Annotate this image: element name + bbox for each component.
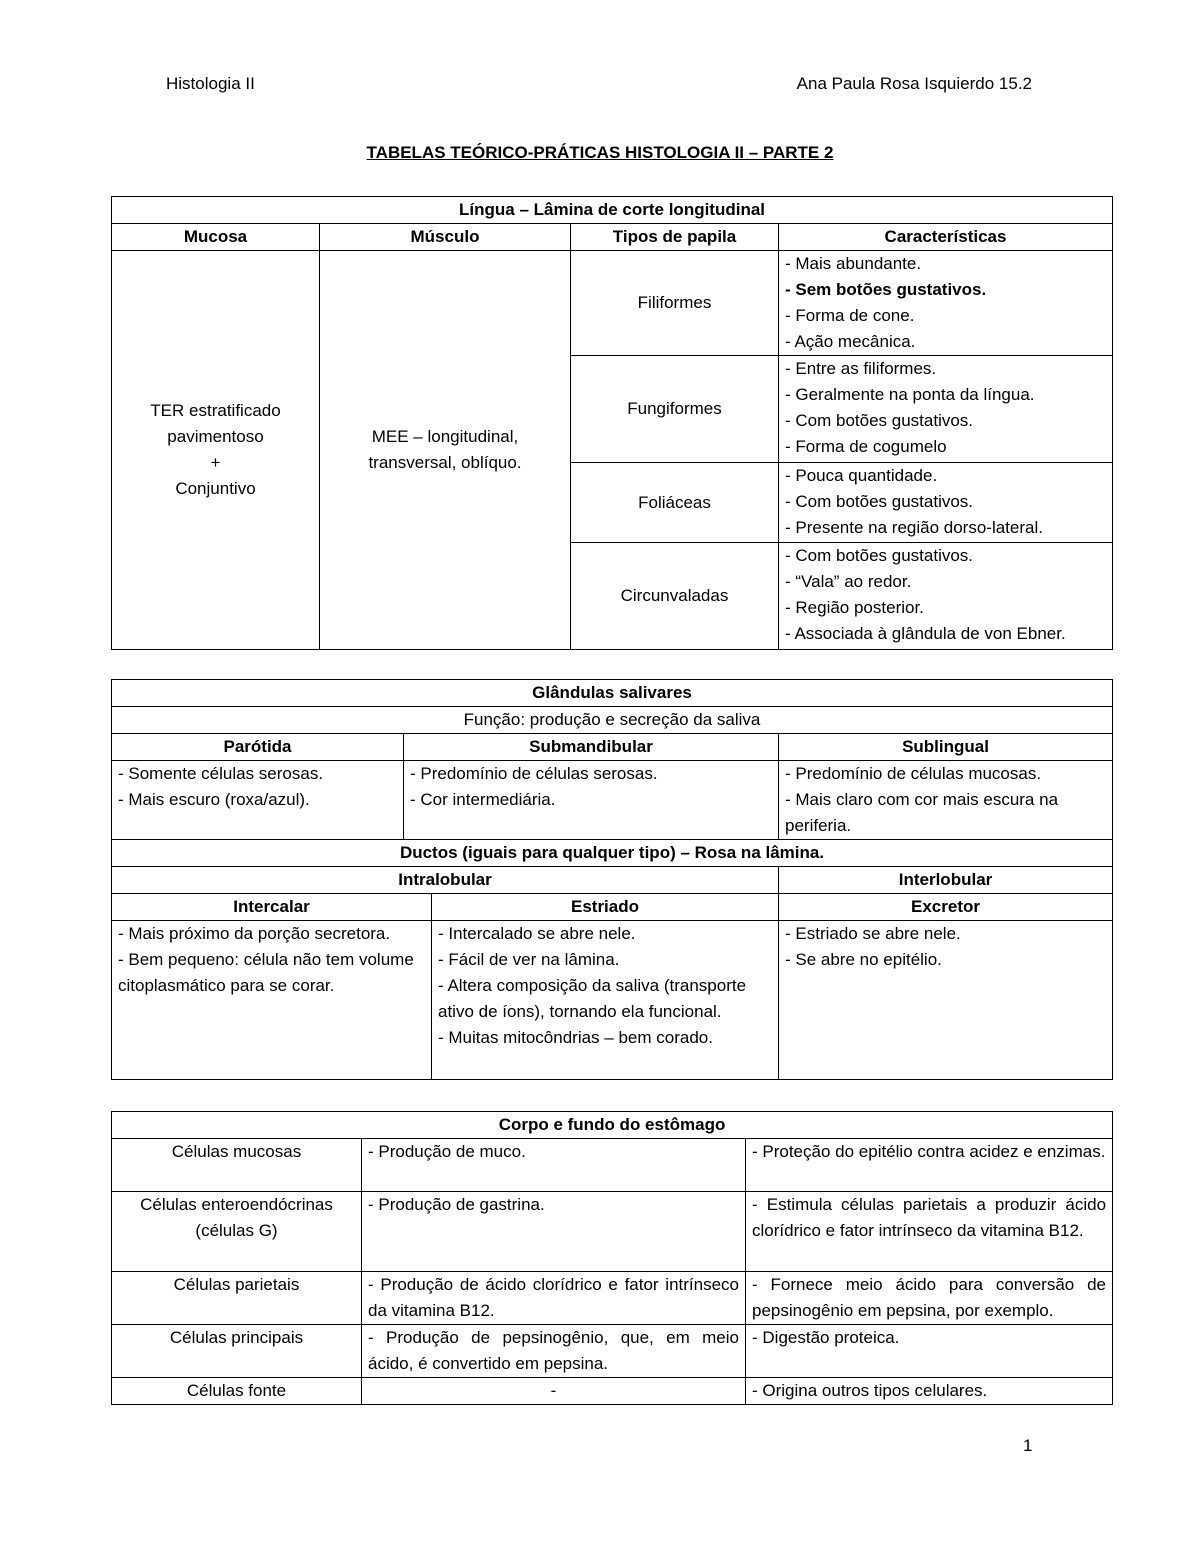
characteristic-line: - Associada à glândula de von Ebner. bbox=[785, 624, 1066, 643]
ductos-title bbox=[112, 840, 1113, 867]
cell-funcao: - Produção de pepsinogênio, que, em meio ácido, é convertido em pepsina. bbox=[362, 1325, 746, 1378]
cell-efeito: - Estimula células parietais a produzir ácido clorídrico e fator intrínseco da vitamina B12. bbox=[746, 1192, 1113, 1272]
characteristic-line: - Ação mecânica. bbox=[785, 332, 916, 351]
papila-characteristics bbox=[779, 251, 1113, 356]
header-estriado: Estriado bbox=[432, 894, 779, 921]
cell-funcao: - Produção de ácido clorídrico e fator intrínseco da vitamina B12. bbox=[362, 1272, 746, 1325]
page-number: 1 bbox=[1023, 1436, 1033, 1455]
gland-line: - Predomínio de células mucosas. bbox=[785, 764, 1042, 783]
glandulas-title: Glândulas salivares bbox=[112, 680, 1113, 707]
mucosa-cell bbox=[112, 251, 320, 650]
excretor-cell bbox=[779, 921, 1113, 1080]
cell-efeito: - Digestão proteica. bbox=[746, 1325, 1113, 1378]
papila-name: Circunvaladas bbox=[571, 543, 779, 650]
papila-name: Fungiformes bbox=[571, 356, 779, 463]
duct-line: - Se abre no epitélio. bbox=[785, 950, 942, 969]
duct-line: - Altera composição da saliva (transporte ativo de íons), tornando ela funcional. bbox=[438, 976, 747, 1021]
header-right: Ana Paula Rosa Isquierdo 15.2 bbox=[796, 74, 1032, 93]
characteristic-line: - Sem botões gustativos. bbox=[785, 280, 987, 299]
characteristic-line: - Com botões gustativos. bbox=[785, 546, 974, 565]
mucosa-line: pavimentoso bbox=[167, 427, 264, 446]
ductos-text: Ductos (iguais para qualquer tipo) – Rosa na lâmina. bbox=[399, 843, 825, 862]
papila-name: Filiformes bbox=[571, 251, 779, 356]
characteristic-line: - Região posterior. bbox=[785, 598, 924, 617]
gland-line: - Cor intermediária. bbox=[410, 790, 556, 809]
papila-characteristics bbox=[779, 463, 1113, 543]
characteristic-line: - Forma de cogumelo bbox=[785, 437, 947, 456]
estomago-title: Corpo e fundo do estômago bbox=[112, 1112, 1113, 1139]
header-submandibular: Submandibular bbox=[404, 734, 779, 761]
characteristic-line: - Geralmente na ponta da língua. bbox=[785, 385, 1035, 404]
lingua-header-mucosa: Mucosa bbox=[112, 224, 320, 251]
estomago-table bbox=[111, 1111, 1113, 1405]
header-excretor: Excretor bbox=[779, 894, 1113, 921]
cell-funcao: - bbox=[362, 1378, 746, 1405]
gland-line: - Predomínio de células serosas. bbox=[410, 764, 658, 783]
cell-type: Células parietais bbox=[112, 1272, 362, 1325]
submandibular-cell bbox=[404, 761, 779, 840]
cell-efeito: - Fornece meio ácido para conversão de pepsinogênio em pepsina, por exemplo. bbox=[746, 1272, 1113, 1325]
mucosa-line: TER estratificado bbox=[150, 401, 281, 420]
glandulas-funcao: Função: produção e secreção da saliva bbox=[112, 707, 1113, 734]
gland-line: - Somente células serosas. bbox=[118, 764, 324, 783]
duct-line: - Muitas mitocôndrias – bem corado. bbox=[438, 1028, 713, 1047]
duct-line: - Mais próximo da porção secretora. bbox=[118, 924, 391, 943]
interlobular-header: Interlobular bbox=[779, 867, 1113, 894]
lingua-header-papila: Tipos de papila bbox=[571, 224, 779, 251]
header-sublingual: Sublingual bbox=[779, 734, 1113, 761]
papila-name: Foliáceas bbox=[571, 463, 779, 543]
characteristic-line: - Presente na região dorso-lateral. bbox=[785, 518, 1043, 537]
cell-type: Células principais bbox=[112, 1325, 362, 1378]
cell-funcao: - Produção de muco. bbox=[362, 1139, 746, 1192]
gland-line: - Mais claro com cor mais escura na periferia. bbox=[785, 790, 1059, 835]
header-intercalar: Intercalar bbox=[112, 894, 432, 921]
lingua-table bbox=[111, 196, 1113, 650]
characteristic-line: - Com botões gustativos. bbox=[785, 492, 974, 511]
duct-line: - Bem pequeno: célula não tem volume citoplasmático para se corar. bbox=[118, 950, 414, 995]
intralobular-header: Intralobular bbox=[112, 867, 779, 894]
characteristic-line: - Pouca quantidade. bbox=[785, 466, 938, 485]
cell-efeito: - Proteção do epitélio contra acidez e enzimas. bbox=[746, 1139, 1113, 1192]
gland-line: - Mais escuro (roxa/azul). bbox=[118, 790, 310, 809]
duct-line: - Fácil de ver na lâmina. bbox=[438, 950, 620, 969]
cell-funcao: - Produção de gastrina. bbox=[362, 1192, 746, 1272]
papila-characteristics bbox=[779, 356, 1113, 463]
characteristic-line: - Forma de cone. bbox=[785, 306, 915, 325]
glandulas-table bbox=[111, 679, 1113, 1080]
cell-efeito: - Origina outros tipos celulares. bbox=[746, 1378, 1113, 1405]
document-title: TABELAS TEÓRICO-PRÁTICAS HISTOLOGIA II – PARTE 2 bbox=[366, 143, 834, 162]
musculo-line: transversal, oblíquo. bbox=[368, 453, 522, 472]
characteristic-line: - Entre as filiformes. bbox=[785, 359, 937, 378]
intercalar-cell bbox=[112, 921, 432, 1080]
cell-type: Células fonte bbox=[112, 1378, 362, 1405]
parotida-cell bbox=[112, 761, 404, 840]
duct-line: - Intercalado se abre nele. bbox=[438, 924, 636, 943]
cell-type: Células enteroendócrinas (células G) bbox=[112, 1192, 362, 1272]
mucosa-line: + bbox=[210, 453, 221, 472]
header-parotida: Parótida bbox=[112, 734, 404, 761]
cell-type: Células mucosas bbox=[112, 1139, 362, 1192]
characteristic-line: - Mais abundante. bbox=[785, 254, 922, 273]
duct-line: - Estriado se abre nele. bbox=[785, 924, 961, 943]
header-left: Histologia II bbox=[166, 74, 255, 93]
characteristic-line: - “Vala” ao redor. bbox=[785, 572, 912, 591]
estriado-cell bbox=[432, 921, 779, 1080]
sublingual-cell bbox=[779, 761, 1113, 840]
musculo-cell bbox=[320, 251, 571, 650]
musculo-line: MEE – longitudinal, bbox=[371, 427, 519, 446]
lingua-header-caracteristicas: Características bbox=[779, 224, 1113, 251]
papila-characteristics bbox=[779, 543, 1113, 650]
lingua-title: Língua – Lâmina de corte longitudinal bbox=[112, 197, 1113, 224]
mucosa-line: Conjuntivo bbox=[175, 479, 256, 498]
characteristic-line: - Com botões gustativos. bbox=[785, 411, 974, 430]
lingua-header-musculo: Músculo bbox=[320, 224, 571, 251]
